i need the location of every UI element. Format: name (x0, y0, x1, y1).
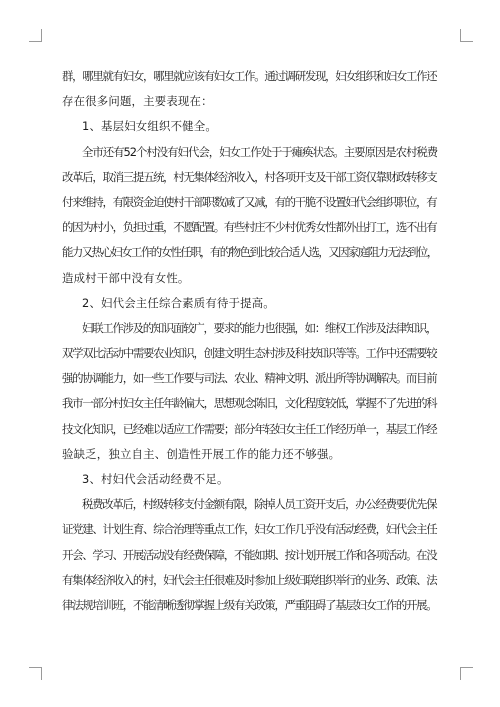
section-heading (62, 114, 438, 139)
body-paragraph (62, 316, 438, 467)
crop-mark-top-right (460, 29, 473, 42)
heading-text: 1、基层妇女组织不健全。 (82, 119, 217, 134)
paragraph-line: 我市一部分村妇女主任年龄偏大，思想观念陈旧，文化程度较低，掌握不了先进的科 (62, 396, 437, 411)
heading-text: 2、妇代会主任综合素质有待于提高。 (82, 295, 275, 310)
body-paragraph (62, 64, 438, 114)
paragraph-line: 能力又热心妇女工作的女性任职，有的物色到比较合适人选，又因家庭阻力无法到位， (62, 245, 437, 260)
crop-mark-bottom-right (460, 667, 473, 680)
body-paragraph (62, 140, 438, 291)
paragraph-line: 技文化知识，已经难以适应工作需要；部分年轻妇女主任工作经历单一，基层工作经 (62, 421, 437, 436)
paragraph-line: 律法规培训班，不能清晰透彻掌握上级有关政策，严重阻碍了基层妇女工作的开展。 (62, 597, 437, 612)
paragraph-line: 存在很多问题，主要表现在： (62, 94, 213, 109)
section-heading (62, 467, 438, 492)
paragraph-line: 强的协调能力，如一些工作要与司法、农业、精神文明、派出所等协调解决。而目前 (62, 371, 437, 386)
paragraph-line: 税费改革后，村级转移支付金额有限，除掉人员工资开支后，办公经费要优先保 (82, 497, 437, 512)
paragraph-line: 妇联工作涉及的知识面较广，要求的能力也很强，如：维权工作涉及法律知识， (82, 320, 437, 335)
paragraph-line: 有集体经济收入的村，妇代会主任很难及时参加上级妇联组织举行的业务、政策、法 (62, 572, 437, 587)
body-paragraph (62, 492, 438, 618)
paragraph-line: 验缺乏，独立自主、创造性开展工作的能力还不够强。 (62, 446, 341, 461)
section-heading (62, 291, 438, 316)
paragraph-line: 造成村干部中没有女性。 (62, 270, 190, 285)
heading-text: 3、村妇代会活动经费不足。 (82, 472, 229, 486)
paragraph-line: 群，哪里就有妇女，哪里就应该有妇女工作。通过调研发现，妇女组织和妇女工作还 (62, 69, 437, 83)
paragraph-line: 全市还有52个村没有妇代会，妇女工作处于于瘫痪状态。主要原因是农村税费 (82, 144, 438, 159)
paragraph-line: 双学双比活动中需要农业知识，创建文明生态村涉及科技知识等等。工作中还需要较 (62, 346, 437, 361)
paragraph-line: 证党建、计划生育、综合治理等重点工作，妇女工作几乎没有活动经费，妇代会主任 (62, 522, 437, 537)
crop-mark-top-left (29, 29, 42, 42)
paragraph-line: 开会、学习、开展活动没有经费保障，不能如期、按计划开展工作和各项活动。在没 (62, 547, 437, 562)
document-body (62, 64, 438, 618)
crop-mark-bottom-left (29, 667, 42, 680)
paragraph-line: 付来维持，有限资金迫使村干部职数减了又减，有的干脆不设置妇代会组织职位，有 (62, 194, 437, 209)
paragraph-line: 改革后，取消三提五统，村无集体经济收入，村各项开支及干部工资仅靠财政转移支 (62, 169, 437, 184)
paragraph-line: 的因为村小，负担过重，不愿配置。有些村庄不少村优秀女性都外出打工，选不出有 (62, 220, 437, 235)
